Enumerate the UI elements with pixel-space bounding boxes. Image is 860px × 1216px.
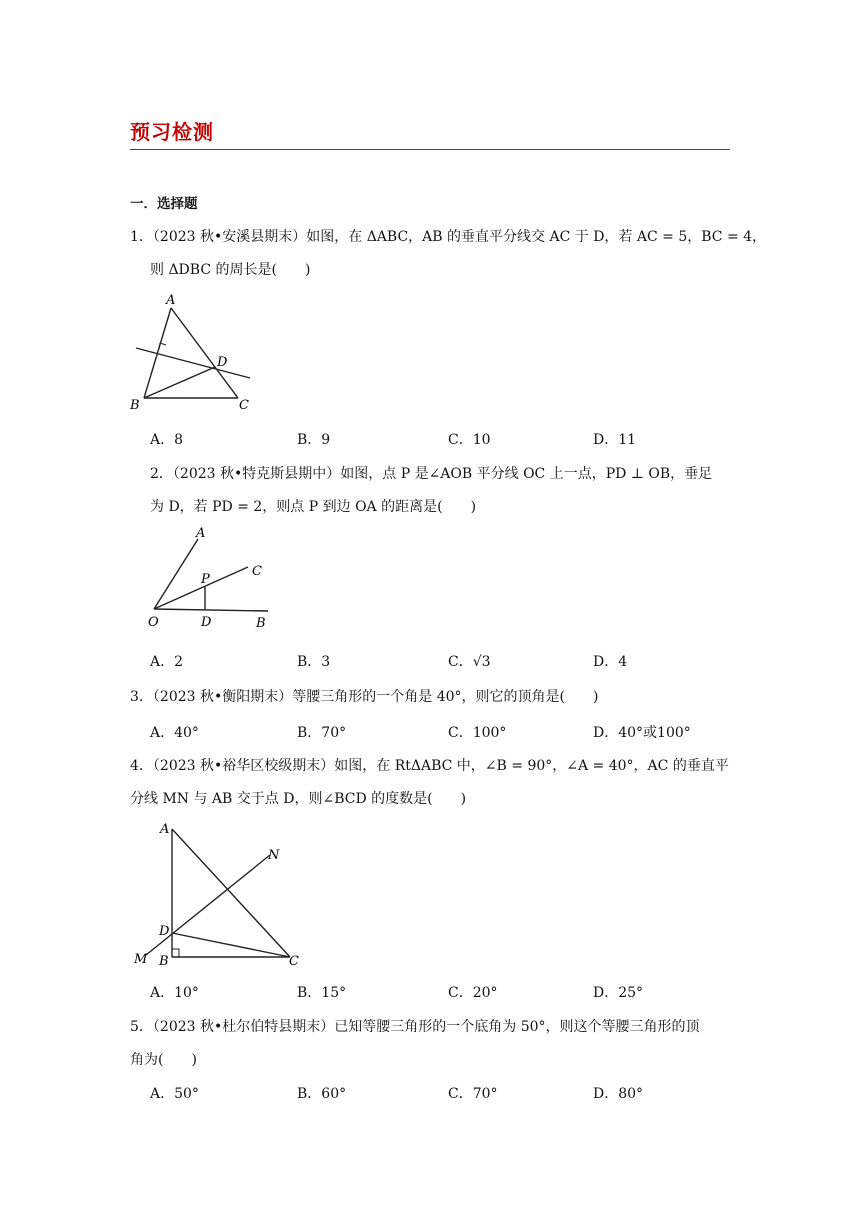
q1-label-a: A [166, 293, 176, 308]
q3-option-c[interactable]: C．100° [448, 725, 507, 741]
title-divider [130, 149, 730, 150]
q2-label-o: O [148, 615, 159, 630]
q4-segment-dc [172, 933, 290, 957]
q1-figure [128, 290, 258, 415]
q4-label-a: A [160, 822, 170, 837]
q5-stem-line2: 角为( ) [130, 1052, 197, 1068]
q4-option-b[interactable]: B．15° [297, 985, 347, 1001]
q4-figure [128, 815, 308, 970]
q1-option-a[interactable]: A．8 [150, 432, 184, 448]
q5-option-b[interactable]: B．60° [297, 1086, 347, 1102]
q5-option-a[interactable]: A．50° [150, 1086, 199, 1102]
q2-label-a: A [196, 526, 206, 541]
q2-option-a[interactable]: A．2 [150, 654, 184, 670]
q1-label-c: C [239, 398, 249, 413]
q4-stem-line1: 4．（2023 秋•裕华区校级期末）如图，在 RtΔABC 中，∠B = 90°，∠A = 40°，AC 的垂直平 [130, 758, 729, 774]
q2-label-d: D [201, 615, 212, 630]
q5-option-c[interactable]: C．70° [448, 1086, 498, 1102]
q4-label-d: D [159, 924, 170, 939]
page-title: 预习检测 [130, 120, 214, 144]
q2-option-b[interactable]: B．3 [297, 654, 331, 670]
q1-option-d[interactable]: D．11 [593, 432, 637, 448]
q3-stem-line1: 3．（2023 秋•衡阳期末）等腰三角形的一个角是 40°，则它的顶角是( ) [130, 689, 599, 705]
q5-stem-line1: 5．（2023 秋•杜尔伯特县期末）已知等腰三角形的一个底角为 50°，则这个等腰三角形的顶 [130, 1019, 700, 1035]
q1-option-c[interactable]: C．10 [448, 432, 491, 448]
q1-segment-ac [171, 308, 238, 398]
q3-option-b[interactable]: B．70° [297, 725, 347, 741]
q3-option-a[interactable]: A．40° [150, 725, 199, 741]
q1-option-b[interactable]: B．9 [297, 432, 331, 448]
q4-label-b: B [159, 954, 169, 969]
q4-label-c: C [289, 954, 299, 969]
q2-label-b: B [256, 616, 266, 631]
q1-segment-bd [144, 367, 215, 398]
q4-right-angle-mark [172, 949, 179, 957]
q2-option-c[interactable]: C．√3 [448, 654, 491, 670]
q4-option-a[interactable]: A．10° [150, 985, 199, 1001]
q1-stem-line1: 1．（2023 秋•安溪县期末）如图，在 ΔABC，AB 的垂直平分线交 AC 于 D，若 AC = 5，BC = 4， [130, 229, 767, 245]
q1-label-d: D [217, 355, 228, 370]
q2-stem-line2: 为 D，若 PD = 2，则点 P 到边 OA 的距离是( ) [150, 499, 477, 515]
q2-figure [142, 525, 277, 635]
section-heading: 一．选择题 [130, 196, 198, 212]
q4-option-d[interactable]: D．25° [593, 985, 644, 1001]
q3-option-d[interactable]: D．40°或100° [593, 725, 691, 741]
q1-perpendicular-bisector [136, 348, 250, 378]
q4-label-n: N [268, 848, 280, 863]
q2-option-d[interactable]: D．4 [593, 654, 628, 670]
q4-label-m: M [134, 952, 148, 967]
q4-option-c[interactable]: C．20° [448, 985, 498, 1001]
q4-stem-line2: 分线 MN 与 AB 交于点 D，则∠BCD 的度数是( ) [130, 791, 467, 807]
q1-stem-line2: 则 ΔDBC 的周长是( ) [150, 262, 311, 278]
q2-label-c: C [252, 564, 262, 579]
q5-option-d[interactable]: D．80° [593, 1086, 644, 1102]
q2-label-p: P [201, 572, 210, 587]
q2-stem-line1: 2．（2023 秋•特克斯县期中）如图，点 P 是∠AOB 平分线 OC 上一点，PD ⊥ OB，垂足 [150, 466, 713, 482]
q1-label-b: B [130, 398, 140, 413]
q2-ray-ob [154, 609, 268, 611]
